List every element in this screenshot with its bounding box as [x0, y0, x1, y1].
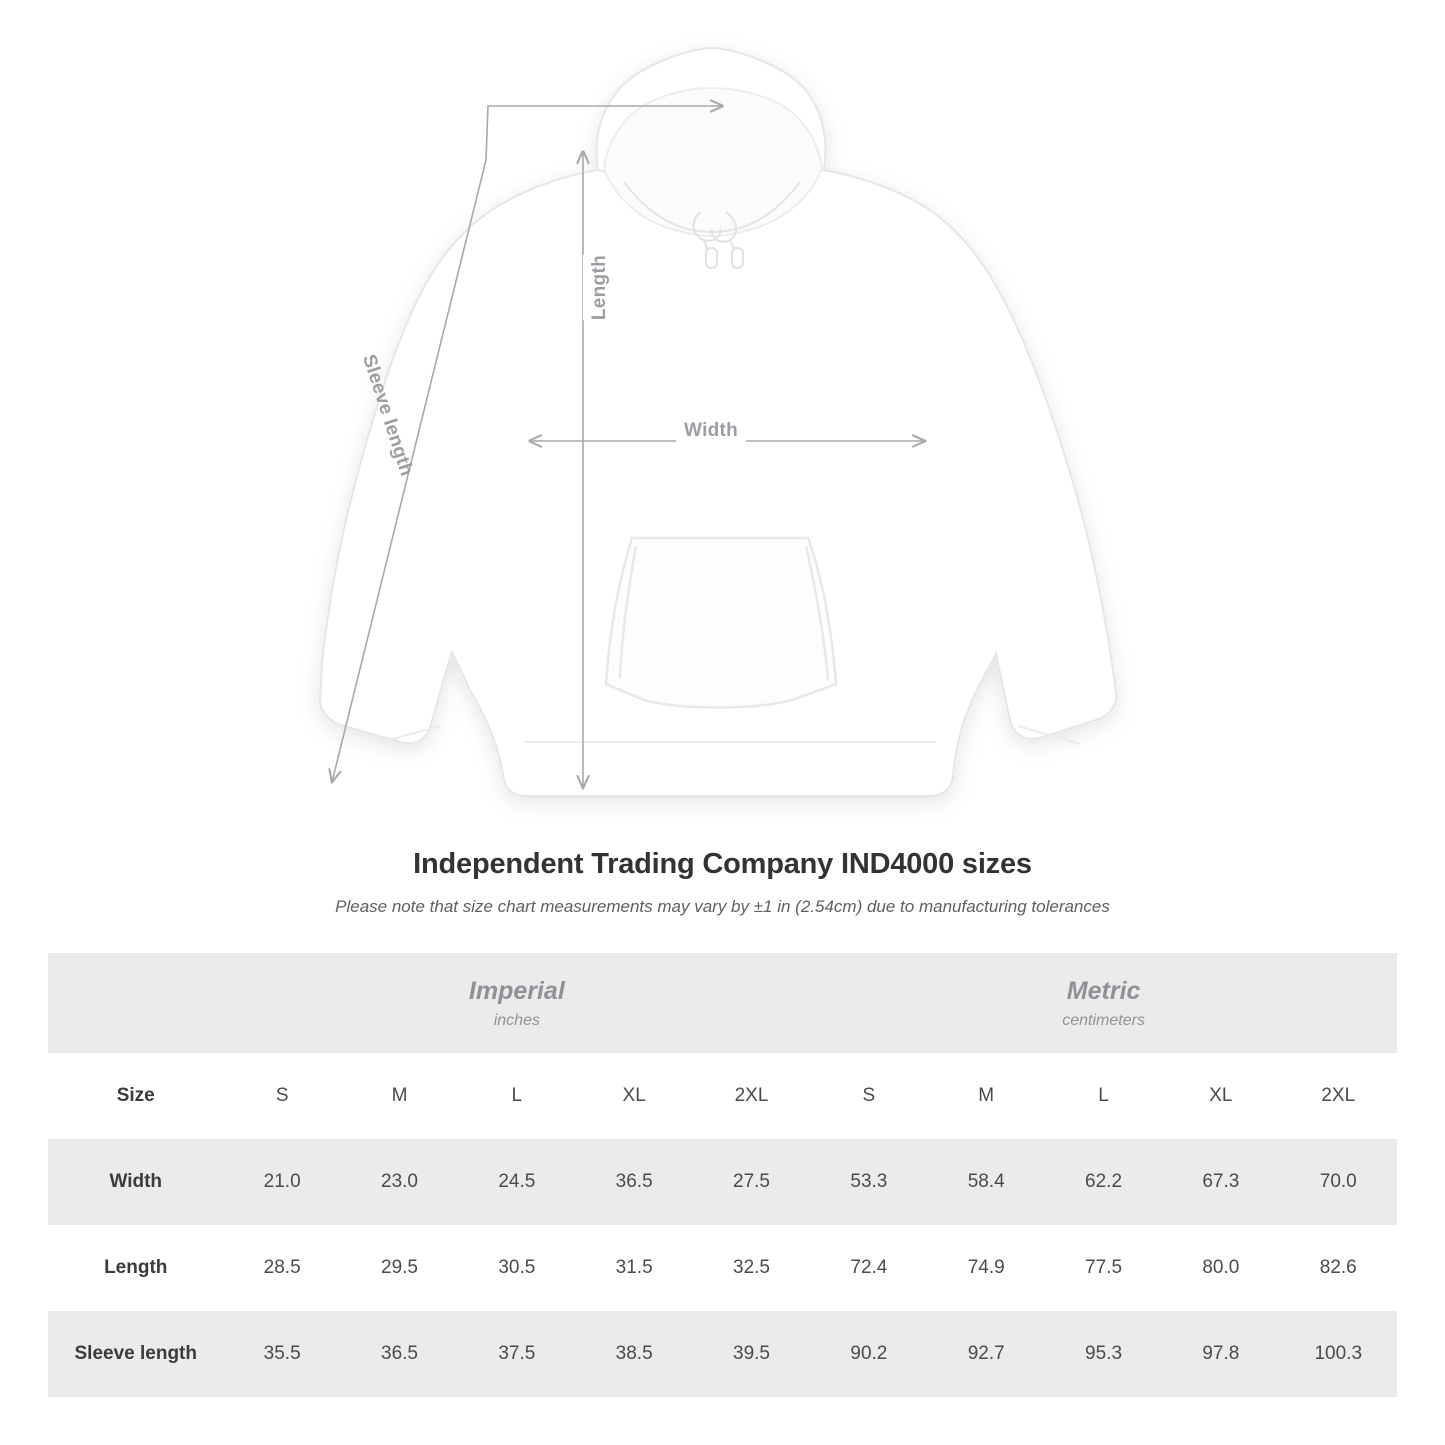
cell-sleeve-metric-2xl: 100.3	[1280, 1311, 1397, 1397]
size-col-metric-m: M	[928, 1053, 1045, 1139]
table-row	[48, 1225, 1397, 1311]
cell-width-metric-m: 58.4	[928, 1139, 1045, 1225]
table-row	[48, 1311, 1397, 1397]
cell-length-metric-xl: 80.0	[1202, 1257, 1240, 1278]
size-table-wrapper	[48, 953, 1397, 1397]
cell-sleeve-imperial-l: 37.5	[458, 1311, 575, 1397]
cell-width-imperial-s: 21.0	[224, 1139, 341, 1225]
cell-sleeve-imperial-2xl: 39.5	[693, 1311, 810, 1397]
cell-length-imperial-xl: 31.5	[615, 1257, 653, 1278]
size-col-imperial-s: S	[224, 1053, 341, 1139]
cell-sleeve-imperial-xl: 38.5	[575, 1311, 692, 1397]
size-table	[48, 953, 1397, 1397]
size-header-row	[48, 1053, 1397, 1139]
cell-length-imperial-2xl: 32.5	[733, 1257, 770, 1278]
size-col-imperial-m: M	[341, 1053, 458, 1139]
cell-width-imperial-m: 23.0	[341, 1139, 458, 1225]
cell-length-imperial-s: 28.5	[263, 1257, 301, 1278]
cell-sleeve-metric-xl: 97.8	[1162, 1311, 1279, 1397]
cell-width-metric-2xl: 70.0	[1280, 1139, 1397, 1225]
metric-subtitle: centimeters	[1062, 1011, 1145, 1029]
cell-width-imperial-xl: 36.5	[575, 1139, 692, 1225]
size-col-imperial-xl: XL	[575, 1053, 692, 1139]
cell-width-metric-l: 62.2	[1045, 1139, 1162, 1225]
imperial-subtitle: inches	[493, 1011, 540, 1029]
row-label-length: Length	[104, 1257, 168, 1278]
cell-width-imperial-2xl: 27.5	[693, 1139, 810, 1225]
row-label-sleeve-length: Sleeve length	[48, 1311, 224, 1397]
unit-header-row	[48, 953, 1397, 1053]
size-col-metric-l: L	[1045, 1053, 1162, 1139]
cell-length-imperial-l: 30.5	[498, 1257, 536, 1278]
size-col-metric-xl: XL	[1162, 1053, 1279, 1139]
cell-length-metric-s: 72.4	[850, 1257, 888, 1278]
cell-sleeve-imperial-s: 35.5	[224, 1311, 341, 1397]
size-col-metric-s: S	[810, 1053, 927, 1139]
table-row	[48, 1139, 1397, 1225]
cell-width-imperial-l: 24.5	[458, 1139, 575, 1225]
length-label: Length	[583, 255, 617, 320]
cell-width-metric-s: 53.3	[810, 1139, 927, 1225]
size-col-imperial-2xl: 2XL	[693, 1053, 810, 1139]
width-label: Width	[676, 420, 746, 442]
tolerance-note: Please note that size chart measurements may vary by ±1 in (2.54cm) due to manufacturing tolerances	[335, 897, 1110, 916]
cell-width-metric-xl: 67.3	[1162, 1139, 1279, 1225]
cell-sleeve-metric-m: 92.7	[928, 1311, 1045, 1397]
cell-sleeve-imperial-m: 36.5	[341, 1311, 458, 1397]
size-header-label: Size	[48, 1053, 224, 1139]
imperial-title: Imperial	[468, 977, 565, 1006]
cell-length-metric-l: 77.5	[1085, 1257, 1123, 1278]
unit-header-spacer	[48, 953, 224, 1053]
cell-sleeve-metric-l: 95.3	[1045, 1311, 1162, 1397]
page-title: Independent Trading Company IND4000 sizes	[413, 848, 1032, 880]
cell-length-metric-m: 74.9	[967, 1257, 1005, 1278]
size-col-imperial-l: L	[458, 1053, 575, 1139]
imperial-header	[224, 953, 811, 1053]
cell-length-imperial-m: 29.5	[381, 1257, 418, 1278]
cell-sleeve-metric-s: 90.2	[810, 1311, 927, 1397]
cell-length-metric-2xl: 82.6	[1319, 1257, 1357, 1278]
metric-header	[810, 953, 1397, 1053]
kangaroo-pocket	[606, 538, 836, 708]
metric-title: Metric	[1066, 977, 1141, 1006]
size-col-metric-2xl: 2XL	[1280, 1053, 1397, 1139]
row-label-width: Width	[48, 1139, 224, 1225]
title-block	[0, 848, 1445, 917]
sleeve-length-label: Sleeve length	[358, 352, 418, 479]
